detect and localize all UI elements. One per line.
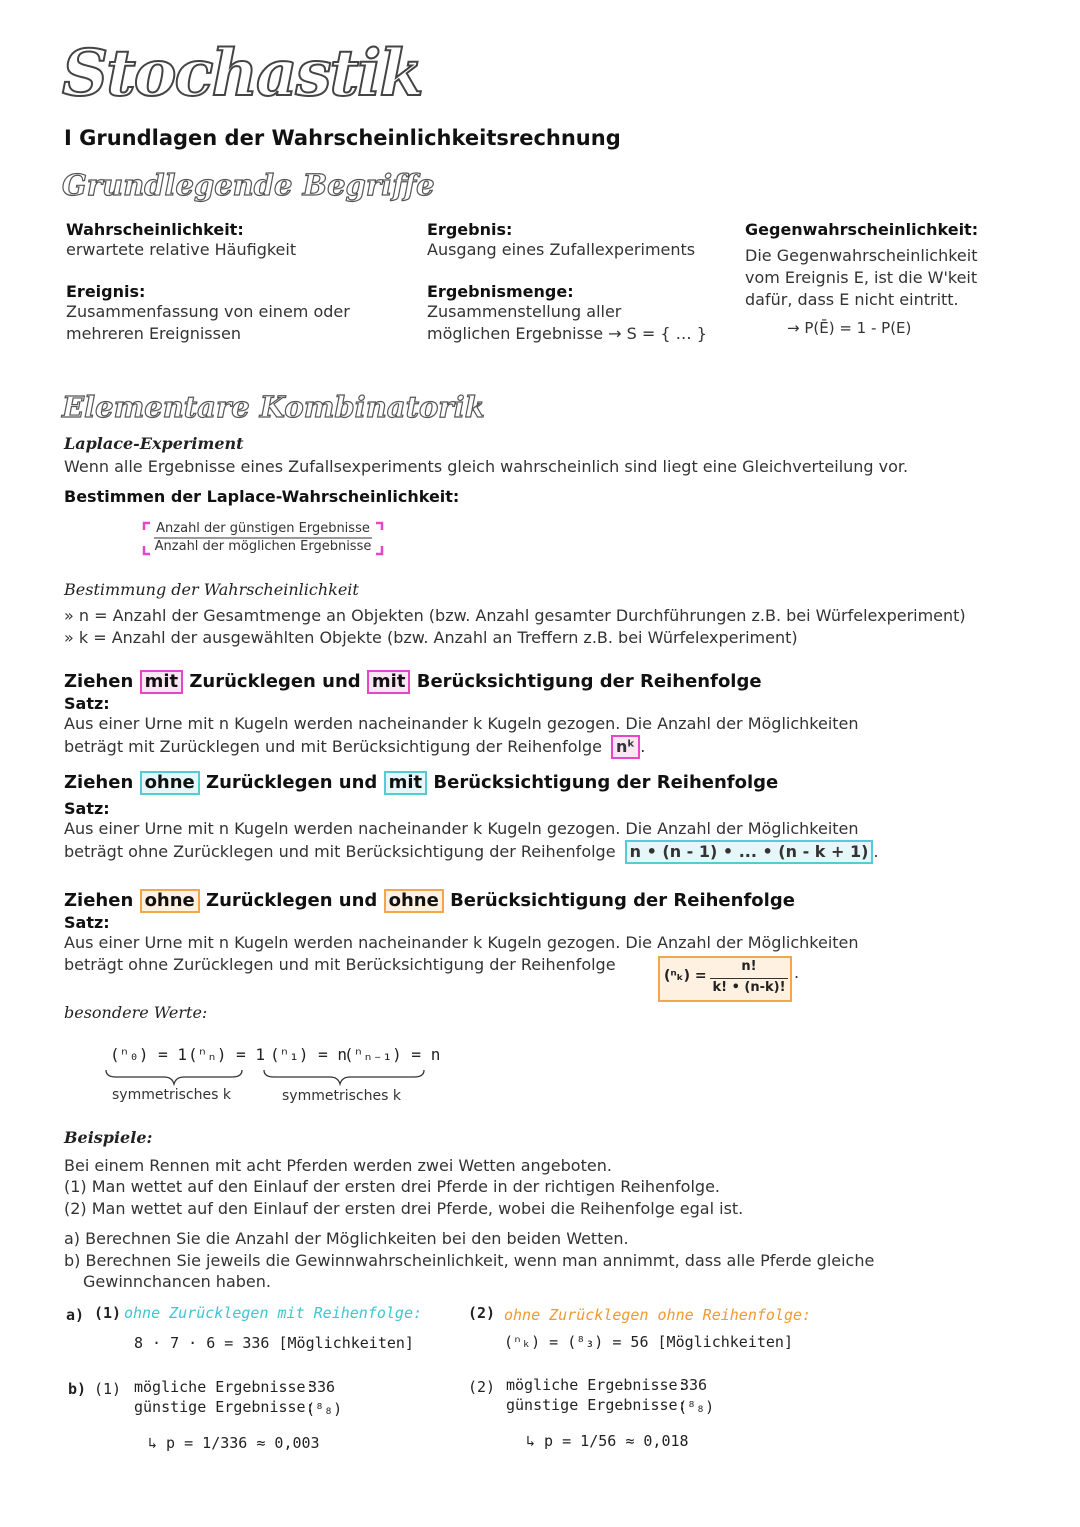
examples-label: Beispiele: xyxy=(64,1128,153,1147)
term-text-line: möglichen Ergebnisse → S = { … } xyxy=(427,324,707,343)
complement-formula: → P(Ē) = 1 - P(E) xyxy=(787,319,912,337)
question-b-line1: b) Berechnen Sie jeweils die Gewinnwahrscheinlichkeit, wenn man annimmt, dass alle Pferde gleiche xyxy=(64,1251,875,1270)
satz-label: Satz: xyxy=(64,694,110,713)
solution-b2-favorable-value: (⁸₈) xyxy=(678,1398,715,1416)
case-heading xyxy=(64,771,1024,795)
bet-2: (2) Man wettet auf den Einlauf der ersten drei Pferde, wobei die Reihenfolge egal ist. xyxy=(64,1199,744,1218)
solution-b1-result: ↳ p = 1/336 ≈ 0,003 xyxy=(148,1434,320,1452)
highlight-box: ohne xyxy=(384,889,444,913)
satz-text: beträgt ohne Zurücklegen und mit Berücksichtigung der Reihenfolge xyxy=(64,842,616,861)
solution-a1-calc: 8 · 7 · 6 = 336 [Möglichkeiten] xyxy=(134,1334,414,1352)
solution-b2-favorable: günstige Ergebnisse: xyxy=(506,1396,687,1414)
brace-label-2: symmetrisches k xyxy=(282,1088,401,1104)
laplace-text: Wenn alle Ergebnisse eines Zufallsexperiments gleich wahrscheinlich sind liegt eine Gleichverteilung vor. xyxy=(64,457,909,476)
heading-part: Ziehen xyxy=(64,772,134,793)
term-text-line: mehreren Ereignissen xyxy=(66,324,241,343)
binomial-formula-box xyxy=(658,956,792,1002)
term-name: Ereignis: xyxy=(66,282,146,301)
solution-b2-possible: mögliche Ergebnisse: xyxy=(506,1376,687,1394)
curly-braces xyxy=(100,1068,430,1086)
solution-b2-number: (2) xyxy=(468,1378,496,1396)
solution-b1-favorable: günstige Ergebnisse: xyxy=(134,1398,315,1416)
section-heading-basic-terms: Grundlegende Begriffe xyxy=(62,168,435,202)
special-formula-1: (ⁿ₀) = 1 xyxy=(110,1045,188,1064)
heading-part: Ziehen xyxy=(64,671,134,692)
heading-part: Zurücklegen und xyxy=(206,890,378,911)
bet-1: (1) Man wettet auf den Einlauf der ersten drei Pferde in der richtigen Reihenfolge. xyxy=(64,1177,720,1196)
special-values-label: besondere Werte: xyxy=(64,1003,208,1022)
period: . xyxy=(794,963,800,982)
term-name: Ergebnis: xyxy=(427,220,513,239)
special-formula-3: (ⁿ₁) = n xyxy=(270,1045,348,1064)
determination-label: Bestimmung der Wahrscheinlichkeit xyxy=(64,580,359,599)
term-text-line: Die Gegenwahrscheinlichkeit xyxy=(745,246,978,265)
satz-line: beträgt mit Zurücklegen und mit Berücksichtigung der Reihenfolge nᵏ . xyxy=(64,735,1024,759)
question-a: a) Berechnen Sie die Anzahl der Möglichkeiten bei den beiden Wetten. xyxy=(64,1229,629,1248)
term-name: Ergebnismenge: xyxy=(427,282,574,301)
solution-b1-possible: mögliche Ergebnisse: xyxy=(134,1378,315,1396)
section-heading-combinatorics: Elementare Kombinatorik xyxy=(62,390,485,424)
chapter-heading: I Grundlagen der Wahrscheinlichkeitsrechnung xyxy=(64,126,621,150)
satz-text: beträgt ohne Zurücklegen und mit Berücksichtigung der Reihenfolge xyxy=(64,955,616,974)
formula-box: nᵏ xyxy=(611,735,640,759)
page-title: Stochastik xyxy=(62,36,422,111)
solution-b2-result: ↳ p = 1/56 ≈ 0,018 xyxy=(526,1432,689,1450)
case-heading xyxy=(64,670,1024,694)
formula-box: n • (n - 1) • ... • (n - k + 1) xyxy=(625,840,874,864)
solution-b2-possible-value: 336 xyxy=(680,1376,708,1394)
solution-a2-number: (2) xyxy=(468,1304,496,1322)
satz-line: Aus einer Urne mit n Kugeln werden nacheinander k Kugeln gezogen. Die Anzahl der Möglichkeiten xyxy=(64,819,859,838)
formula-numerator: n! xyxy=(741,959,757,974)
term-sample-space xyxy=(427,282,727,345)
laplace-fraction xyxy=(142,514,384,560)
heading-part: Berücksichtigung der Reihenfolge xyxy=(433,772,779,793)
term-name: Wahrscheinlichkeit: xyxy=(66,220,244,239)
term-text: erwartete relative Häufigkeit xyxy=(66,240,297,259)
solution-b1-number: (1) xyxy=(94,1380,122,1398)
solution-a1-heading: ohne Zurücklegen mit Reihenfolge: xyxy=(124,1304,423,1322)
fraction-line xyxy=(710,978,788,979)
formula-lhs: (ⁿₖ) = xyxy=(664,968,707,984)
fraction-denominator: Anzahl der möglichen Ergebnisse xyxy=(154,539,372,554)
heading-part: Berücksichtigung der Reihenfolge xyxy=(416,671,762,692)
case-without-replacement-ordered xyxy=(64,771,1024,864)
highlight-box: mit xyxy=(384,771,428,795)
satz-label: Satz: xyxy=(64,913,110,932)
solution-b1-favorable-value: (⁸₈) xyxy=(306,1400,343,1418)
heading-part: Zurücklegen und xyxy=(206,772,378,793)
term-name: Gegenwahrscheinlichkeit: xyxy=(745,220,979,239)
highlight-box: mit xyxy=(140,670,184,694)
solution-b1-possible-value: 336 xyxy=(308,1378,336,1396)
case-heading xyxy=(64,889,1024,913)
satz-line: beträgt ohne Zurücklegen und mit Berücksichtigung der Reihenfolge n • (n - 1) • ... • (n - k + 1) . xyxy=(64,840,1024,864)
term-text-line: Zusammenstellung aller xyxy=(427,302,622,321)
highlight-box: mit xyxy=(367,670,411,694)
solution-b-label: b) xyxy=(68,1380,87,1398)
term-event xyxy=(66,282,396,345)
question-b-line2: Gewinnchancen haben. xyxy=(83,1272,271,1291)
satz-line xyxy=(64,954,1024,978)
term-complement xyxy=(745,220,1045,339)
special-formula-4: (ⁿₙ₋₁) = n xyxy=(344,1045,441,1064)
satz-text: beträgt mit Zurücklegen und mit Berücksichtigung der Reihenfolge xyxy=(64,737,602,756)
case-without-replacement-unordered xyxy=(64,889,1024,978)
special-formula-2: (ⁿₙ) = 1 xyxy=(188,1045,266,1064)
heading-part: Ziehen xyxy=(64,890,134,911)
brace-label-1: symmetrisches k xyxy=(112,1087,231,1103)
laplace-determine-label: Bestimmen der Laplace-Wahrscheinlichkeit: xyxy=(64,487,460,506)
satz-line: Aus einer Urne mit n Kugeln werden nacheinander k Kugeln gezogen. Die Anzahl der Möglichkeiten xyxy=(64,933,859,952)
term-outcome xyxy=(427,220,727,261)
term-text-line: dafür, dass E nicht eintritt. xyxy=(745,290,959,309)
solution-a2-calc: (ⁿₖ) = (⁸₃) = 56 [Möglichkeiten] xyxy=(504,1333,793,1351)
term-text-line: Zusammenfassung von einem oder xyxy=(66,302,350,321)
term-text: Ausgang eines Zufallexperiments xyxy=(427,240,696,259)
k-definition: » k = Anzahl der ausgewählten Objekte (bzw. Anzahl an Treffern z.B. bei Würfelexperiment) xyxy=(64,628,798,647)
highlight-box: ohne xyxy=(140,889,200,913)
formula-denominator: k! • (n-k)! xyxy=(712,980,786,995)
heading-part: Zurücklegen und xyxy=(189,671,361,692)
examples-intro: Bei einem Rennen mit acht Pferden werden zwei Wetten angeboten. xyxy=(64,1156,612,1175)
heading-part: Berücksichtigung der Reihenfolge xyxy=(450,890,795,911)
highlight-box: ohne xyxy=(140,771,200,795)
term-text-line: vom Ereignis E, ist die W'keit xyxy=(745,268,978,287)
laplace-label: Laplace-Experiment xyxy=(64,434,244,453)
term-probability xyxy=(66,220,396,261)
satz-label: Satz: xyxy=(64,799,110,818)
satz-line: Aus einer Urne mit n Kugeln werden nacheinander k Kugeln gezogen. Die Anzahl der Möglichkeiten xyxy=(64,714,859,733)
solution-a2-heading: ohne Zurücklegen ohne Reihenfolge: xyxy=(504,1306,812,1324)
solution-a-label: a) xyxy=(66,1306,85,1324)
n-definition: » n = Anzahl der Gesamtmenge an Objekten (bzw. Anzahl gesamter Durchführungen z.B. bei Würfelexperiment) xyxy=(64,606,966,625)
fraction-numerator: Anzahl der günstigen Ergebnisse xyxy=(156,521,370,536)
solution-a1-number: (1) xyxy=(94,1304,122,1322)
case-with-replacement-ordered xyxy=(64,670,1024,759)
